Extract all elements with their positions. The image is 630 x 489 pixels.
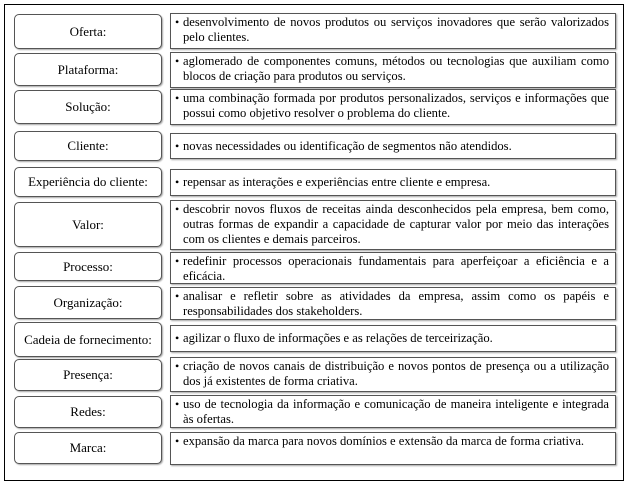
row-label-cliente: Cliente:	[14, 131, 162, 161]
row-description-text: novas necessidades ou identificação de segmentos não atendidos.	[183, 139, 512, 153]
row-label-cadeia-de-fornecimento: Cadeia de fornecimento:	[14, 322, 162, 357]
row-description-text: agilizar o fluxo de informações e as relações de terceirização.	[183, 331, 493, 345]
row-description-cliente	[170, 133, 616, 159]
row-description-text: expansão da marca para novos domínios e extensão da marca de forma criativa.	[183, 434, 585, 448]
bullet-icon: •	[175, 54, 180, 68]
row-description-oferta	[170, 13, 616, 49]
row-description-organizacao	[170, 287, 616, 320]
row-label-redes: Redes:	[14, 396, 162, 428]
bullet-icon: •	[175, 15, 180, 29]
row-description-valor	[170, 200, 616, 250]
bullet-icon: •	[175, 202, 180, 216]
bullet-icon: •	[175, 254, 180, 268]
row-description-redes	[170, 395, 616, 428]
row-description-text: desenvolvimento de novos produtos ou serviços inovadores que serão valorizados pelo clientes.	[183, 15, 609, 44]
row-label-presenca: Presença:	[14, 359, 162, 391]
row-description-solucao	[170, 89, 616, 125]
bullet-icon: •	[175, 175, 180, 189]
bullet-icon: •	[175, 139, 180, 153]
row-label-plataforma: Plataforma:	[14, 53, 162, 86]
row-description-presenca	[170, 357, 616, 392]
row-description-text: uso de tecnologia da informação e comunicação de maneira inteligente e integrada às ofertas.	[183, 397, 609, 426]
row-label-experiencia-do-cliente: Experiência do cliente:	[14, 167, 162, 197]
row-description-plataforma	[170, 52, 616, 88]
row-description-text: criação de novos canais de distribuição e novos pontos de presença ou a utilização dos já existentes de forma criativa.	[183, 359, 609, 388]
row-description-text: uma combinação formada por produtos personalizados, serviços e informações que possui como objetivo resolver o problema do cliente.	[183, 91, 609, 120]
row-description-text: redefinir processos operacionais fundamentais para aperfeiçoar a eficiência e a eficácia.	[183, 254, 609, 283]
bullet-icon: •	[175, 331, 180, 345]
row-description-text: descobrir novos fluxos de receitas ainda desconhecidos pela empresa, bem como, outras formas de expandir a capacidade de capturar valor por meio das interações com os clientes e demais parceiros.	[183, 202, 609, 246]
row-description-processo	[170, 252, 616, 284]
row-description-experiencia-do-cliente	[170, 169, 616, 196]
row-label-oferta: Oferta:	[14, 14, 162, 49]
row-label-marca: Marca:	[14, 432, 162, 464]
row-description-text: analisar e refletir sobre as atividades da empresa, assim como os papéis e responsabilidades dos stakeholders.	[183, 289, 609, 318]
bullet-icon: •	[175, 397, 180, 411]
bullet-icon: •	[175, 91, 180, 105]
bullet-icon: •	[175, 434, 180, 448]
bullet-icon: •	[175, 289, 180, 303]
row-label-valor: Valor:	[14, 202, 162, 247]
bullet-icon: •	[175, 359, 180, 373]
row-description-marca	[170, 432, 616, 465]
row-description-text: aglomerado de componentes comuns, métodos ou tecnologias que auxiliam como blocos de criação para produtos ou serviços.	[183, 54, 609, 83]
row-label-processo: Processo:	[14, 252, 162, 281]
row-description-text: repensar as interações e experiências entre cliente e empresa.	[183, 175, 491, 189]
row-label-organizacao: Organização:	[14, 286, 162, 319]
row-label-solucao: Solução:	[14, 90, 162, 124]
row-description-cadeia-de-fornecimento	[170, 325, 616, 352]
